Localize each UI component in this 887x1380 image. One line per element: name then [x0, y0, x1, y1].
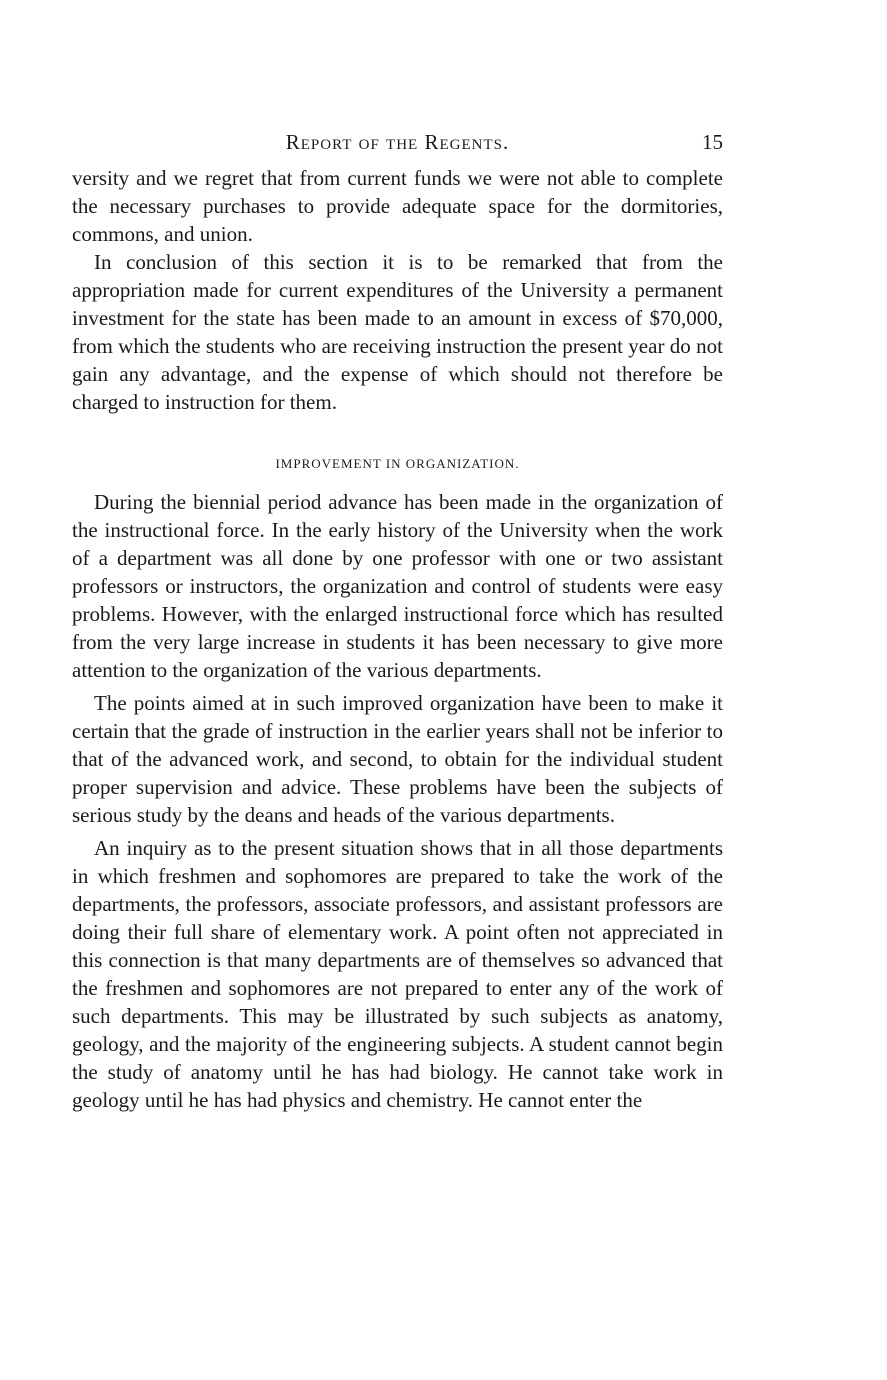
paragraph-biennial-period: During the biennial period advance has been made in the organization of the instructional force. In the early history of the University when the work of a department was all done by one professor with one or two assistant professors or instructors, the organization and control of students were easy problems. However, with the enlarged instructional force which has resulted from the very large increase in students it has been necessary to give more attention to the organization of the various departments. [72, 490, 723, 682]
paragraph-conclusion: In conclusion of this section it is to be remarked that from the appropriation made for current expenditures of the University a permanent investment for the state has been made to an amount in excess of $70,000, from which the students who are receiving instruction the present year do not gain any advantage, and the expense of which should not therefore be charged to instruction for them. [72, 250, 723, 414]
paragraph-points-aimed: The points aimed at in such improved organization have been to make it certain that the grade of instruction in the earlier years shall not be inferior to that of the advanced work, and second, to obtain for the individual student proper supervision and advice. These problems have been the subjects of serious study by the deans and heads of the various departments. [72, 691, 723, 827]
document-page [72, 124, 723, 1114]
section-heading: IMPROVEMENT IN ORGANIZATION. [275, 456, 520, 471]
page-number: 15 [702, 130, 723, 154]
running-title: Report of the Regents. [285, 130, 510, 154]
running-header [72, 124, 723, 164]
paragraph-continuation: versity and we regret that from current funds we were not able to complete the necessary purchases to provide adequate space for the dormitories, commons, and union. [72, 166, 723, 246]
paragraph-inquiry: An inquiry as to the present situation shows that in all those departments in which freshmen and sophomores are prepared to take the work of the departments, the professors, associate professors, and assistant professors are doing their full share of elementary work. A point often not appreciated in this connection is that many departments are of themselves so advanced that the freshmen and sophomores are not prepared to enter any of the work of such departments. This may be illustrated by such subjects as anatomy, geology, and the majority of the engineering subjects. A student cannot begin the study of anatomy until he has had biology. He cannot take work in geology until he has had physics and chemistry. He cannot enter the [72, 836, 723, 1112]
